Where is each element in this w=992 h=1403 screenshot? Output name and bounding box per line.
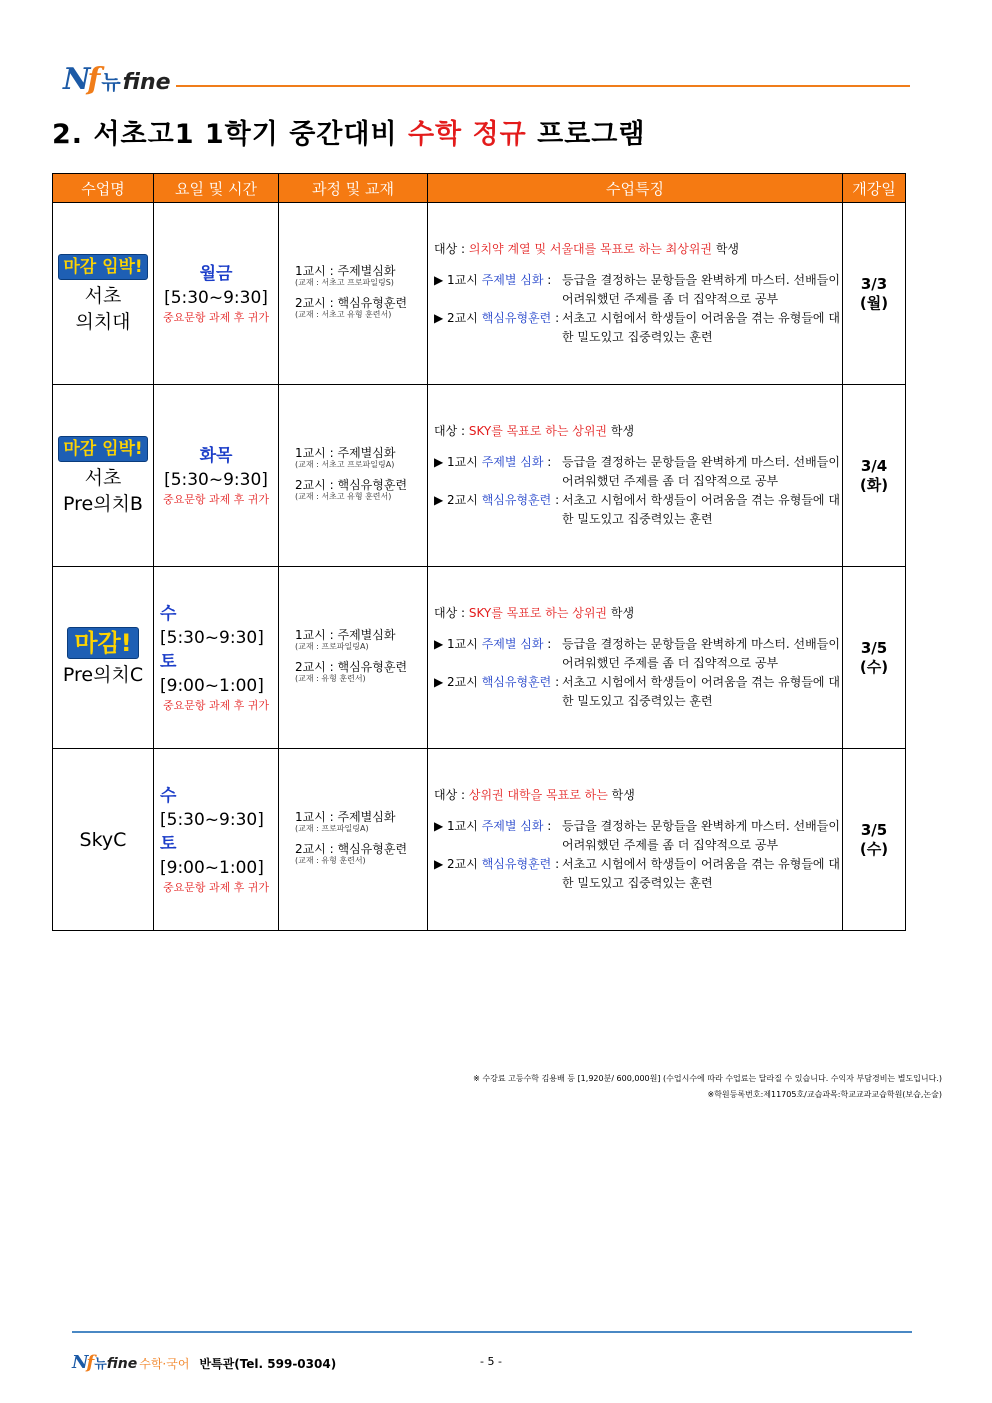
period1-course: 1교시 : 주제별심화 (295, 809, 396, 824)
title-highlight: 수학 정규 (407, 119, 527, 150)
class-name-cell (53, 385, 154, 567)
period2-course: 2교시 : 핵심유형훈련 (295, 659, 408, 674)
time-cell (154, 749, 279, 931)
footer-logo-nyu: 뉴 (94, 1357, 107, 1372)
period2-course: 2교시 : 핵심유형훈련 (295, 841, 408, 856)
feature-period1: ▶ 1교시 주제별 심화 : 등급을 결정하는 문항들을 완벽하게 마스터. 선배들이 어려워했던 주제를 좀 더 집약적으로 공부 (434, 819, 840, 852)
homework-note: 중요문항 과제 후 귀가 (162, 880, 270, 894)
features-cell (428, 749, 843, 931)
schedule-line-1: 수[5:30~9:30] (160, 785, 264, 830)
deadline-badge: 마감 임박! (58, 436, 147, 462)
time-cell (154, 385, 279, 567)
header-class-name: 수업명 (53, 174, 154, 203)
features-cell (428, 567, 843, 749)
open-date: 3/4 (860, 456, 888, 475)
period1-book: (교재 : 프로파일링A) (295, 823, 369, 833)
open-date-cell (843, 567, 906, 749)
page-title: 2. 서초고1 1학기 중간대비 수학 정규 프로그램 (52, 119, 646, 150)
open-weekday: (화) (859, 475, 889, 494)
homework-note: 중요문항 과제 후 귀가 (162, 698, 270, 712)
open-weekday: (수) (859, 839, 889, 858)
schedule-line-1: 수[5:30~9:30] (160, 603, 264, 648)
class-name-line2: 의치대 (75, 310, 131, 333)
schedule-line-2: 토[9:00~1:00] (160, 833, 264, 878)
open-weekday: (월) (859, 293, 889, 312)
open-date-cell (843, 749, 906, 931)
table-row (53, 385, 906, 567)
time-cell (154, 203, 279, 385)
feature-period2: ▶ 2교시 핵심유형훈련 : 서초고 시험에서 학생들이 어려움을 겪는 유형들에 대한 밀도있고 집중력있는 훈련 (434, 675, 840, 708)
class-hours: [5:30~9:30] (164, 469, 268, 490)
open-date-cell (843, 385, 906, 567)
open-date: 3/5 (860, 638, 888, 657)
class-name-line2: Pre의치B (63, 492, 143, 515)
header-day-time: 요일 및 시간 (154, 174, 279, 203)
schedule-line-2: 토[9:00~1:00] (160, 651, 264, 696)
fee-note: ※ 수강료 고등수학 김용배 등 [1,920분/ 600,000원] (수업시수에 따라 수업료는 달라질 수 있습니다. 수익자 부담경비는 별도입니다.) (473, 1074, 942, 1083)
class-name-line1: SkyC (79, 828, 127, 851)
feature-period2: ▶ 2교시 핵심유형훈련 : 서초고 시험에서 학생들이 어려움을 겪는 유형들에 대한 밀도있고 집중력있는 훈련 (434, 493, 840, 526)
course-cell (279, 749, 428, 931)
footer-brand (72, 1352, 336, 1373)
class-name-cell (53, 749, 154, 931)
class-name-cell (53, 203, 154, 385)
feature-period2: ▶ 2교시 핵심유형훈련 : 서초고 시험에서 학생들이 어려움을 겪는 유형들에 대한 밀도있고 집중력있는 훈련 (434, 311, 840, 344)
class-hours: [5:30~9:30] (164, 287, 268, 308)
feature-period1: ▶ 1교시 주제별 심화 : 등급을 결정하는 문항들을 완벽하게 마스터. 선배들이 어려워했던 주제를 좀 더 집약적으로 공부 (434, 273, 840, 306)
class-name-line1: Pre의치C (62, 664, 144, 686)
target-students: 대상 : 상위권 대학을 목표로 하는 학생 (434, 788, 635, 802)
header-open-date: 개강일 (843, 174, 906, 203)
header-course-book: 과정 및 교재 (279, 174, 428, 203)
period1-course: 1교시 : 주제별심화 (295, 627, 396, 642)
period1-book: (교재 : 서초고 프로파일링A) (295, 459, 395, 469)
course-cell (279, 567, 428, 749)
class-name-line1: 서초 (84, 284, 122, 307)
logo-fine: fine (122, 70, 171, 95)
footer-logo-fine: fine (106, 1356, 138, 1372)
open-date-cell (843, 203, 906, 385)
period1-book: (교재 : 서초고 프로파일링S) (295, 277, 394, 287)
period2-book: (교재 : 유형 훈련서) (295, 855, 366, 865)
target-students: 대상 : SKY를 목표로 하는 상위권 학생 (434, 606, 635, 620)
period2-book: (교재 : 서초고 유형 훈련서) (295, 491, 392, 501)
features-cell (428, 203, 843, 385)
feature-period1: ▶ 1교시 주제별 심화 : 등급을 결정하는 문항들을 완벽하게 마스터. 선배들이 어려워했던 주제를 좀 더 집약적으로 공부 (434, 637, 840, 670)
target-students: 대상 : SKY를 목표로 하는 상위권 학생 (434, 424, 635, 438)
homework-note: 중요문항 과제 후 귀가 (162, 310, 270, 324)
period2-course: 2교시 : 핵심유형훈련 (295, 295, 408, 310)
period1-course: 1교시 : 주제별심화 (295, 445, 396, 460)
period1-course: 1교시 : 주제별심화 (295, 263, 396, 278)
open-date: 3/3 (860, 274, 888, 293)
period2-course: 2교시 : 핵심유형훈련 (295, 477, 408, 492)
class-name-cell (53, 567, 154, 749)
footer-subjects: 수학·국어 (139, 1357, 190, 1371)
feature-period2: ▶ 2교시 핵심유형훈련 : 서초고 시험에서 학생들이 어려움을 겪는 유형들에 대한 밀도있고 집중력있는 훈련 (434, 857, 840, 890)
class-days: 화목 (199, 445, 233, 466)
course-cell (279, 385, 428, 567)
class-name-line1: 서초 (84, 466, 122, 489)
features-cell (428, 385, 843, 567)
brand-logo (63, 62, 171, 97)
logo-nyu: 뉴 (101, 70, 121, 94)
table-row (53, 203, 906, 385)
page-number: - 5 - (480, 1355, 502, 1368)
table-row (53, 567, 906, 749)
time-cell (154, 567, 279, 749)
logo-mark: Nf (63, 62, 98, 97)
fee-notes (473, 1071, 942, 1103)
header-features: 수업특징 (428, 174, 843, 203)
open-weekday: (수) (859, 657, 889, 676)
homework-note: 중요문항 과제 후 귀가 (162, 492, 270, 506)
deadline-badge: 마감! (67, 627, 138, 659)
target-students: 대상 : 의치약 계열 및 서울대를 목표로 하는 최상위권 학생 (434, 242, 739, 256)
registration-note: ※학원등록번호:제11705호/교습과목:학교교과교습학원(보습,논술) (707, 1090, 942, 1099)
footer-logo-mark: Nf (72, 1352, 93, 1373)
table-row (53, 749, 906, 931)
footer-branch: 반특관(Tel. 599-0304) (199, 1357, 337, 1371)
feature-period1: ▶ 1교시 주제별 심화 : 등급을 결정하는 문항들을 완벽하게 마스터. 선배들이 어려워했던 주제를 좀 더 집약적으로 공부 (434, 455, 840, 488)
open-date: 3/5 (860, 820, 888, 839)
footer-divider (72, 1331, 912, 1333)
period1-book: (교재 : 프로파일링A) (295, 641, 369, 651)
class-days: 월금 (199, 263, 233, 284)
schedule-table (52, 173, 906, 931)
period2-book: (교재 : 서초고 유형 훈련서) (295, 309, 392, 319)
table-header-row (53, 174, 906, 203)
period2-book: (교재 : 유형 훈련서) (295, 673, 366, 683)
deadline-badge: 마감 임박! (58, 254, 147, 280)
course-cell (279, 203, 428, 385)
header-divider (176, 85, 910, 87)
